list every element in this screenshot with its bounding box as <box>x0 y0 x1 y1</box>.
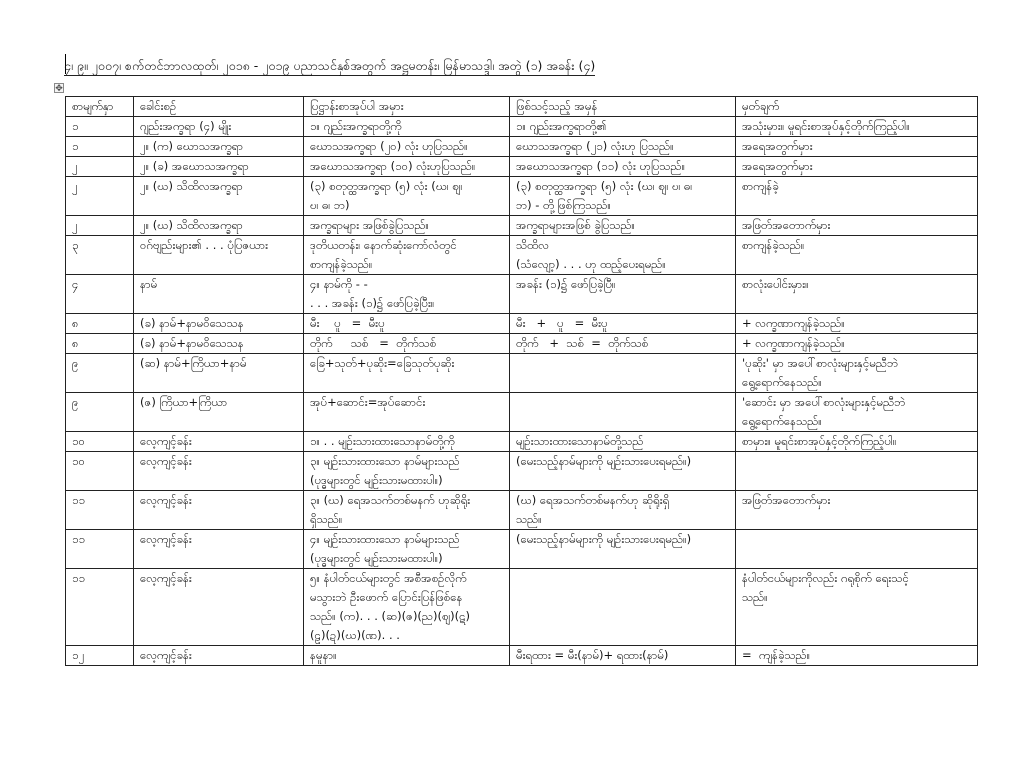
table-row <box>66 334 978 354</box>
cell-remark: စာလုံးပေါင်းမှား။ <box>736 275 978 314</box>
cell-error: ၁။ . . မျဉ်းသားထားသောနာမ်တို့ကို <box>304 432 510 452</box>
table-row <box>66 314 978 334</box>
cell-page: ၈ <box>66 314 134 334</box>
cell-heading: လေ့ကျင့်ခန်း <box>134 491 304 530</box>
cell-heading: (ဇ) ကြိယာ+ကြိယာ <box>134 393 304 432</box>
corrections-table <box>65 96 978 666</box>
cell-heading: လေ့ကျင့်ခန်း <box>134 530 304 569</box>
cell-heading: ၂။ (ဃ) သိထိလအက္ခရာ <box>134 216 304 236</box>
cell-heading: (ဆ) နာမ်+ကြိယာ+နာမ် <box>134 354 304 393</box>
cell-page: ၁ <box>66 137 134 157</box>
cell-heading: လေ့ကျင့်ခန်း <box>134 432 304 452</box>
table-row <box>66 354 978 393</box>
cell-heading: (ခ) နာမ်+နာမဝိသေသန <box>134 334 304 354</box>
header-remark: မှတ်ချက် <box>736 97 978 117</box>
cell-correction: မီးရထား = မီး(နာမ်)+ ရထား(နာမ်) <box>510 646 736 666</box>
cell-error: ဒုတိယတန်း၊ နောက်ဆုံးကော်လံတွင် စာကျန်ခဲ့သည်။ <box>304 236 510 275</box>
cell-correction: အဃောသအက္ခရာ (၁၁) လုံး ဟုပြသည်။ <box>510 157 736 177</box>
cell-error: ၅။ နံပါတ်ငယ်များတွင် အစီအစဉ်လိုက် မသွားဘဲ ဦးဖောက် ပြောင်းပြန်ဖြစ်နေ သည်။ (က). . . (ဆ)(ဇ)(ည)(ဈ)(ဋ) (ဠ)(ဍ)(ဃ)(ဏ). . . <box>304 569 510 646</box>
cell-error: ၄။ နာမ်ကို - - . . . အခန်း (၁)၌ ဖော်ပြခဲ့ပြီး။ <box>304 275 510 314</box>
cell-error: အုပ်+ဆောင်း=အုပ်ဆောင်း <box>304 393 510 432</box>
cell-remark: + လက္ခဏာကျန်ခဲ့သည်။ <box>736 334 978 354</box>
cell-page: ၁ <box>66 117 134 137</box>
cell-correction <box>510 569 736 646</box>
cell-correction: တိုက် + သစ် = တိုက်သစ် <box>510 334 736 354</box>
cell-heading: ၂။ (ခ) အဃောသအက္ခရာ <box>134 157 304 177</box>
cell-error: ၃။ (ဃ) ရေအသက်တစ်မနက် ဟုဆိုရိုး ရှိသည်။ <box>304 491 510 530</box>
cell-page: ၉ <box>66 393 134 432</box>
table-row <box>66 177 978 216</box>
cell-page: ၁၁ <box>66 530 134 569</box>
cell-heading: လေ့ကျင့်ခန်း <box>134 452 304 491</box>
cell-remark: စာကျန်ခဲ့ <box>736 177 978 216</box>
table-row <box>66 236 978 275</box>
table-row <box>66 117 978 137</box>
table-row <box>66 452 978 491</box>
cell-correction: မျဉ်းသားထားသောနာမ်တို့သည် <box>510 432 736 452</box>
cell-page: ၂ <box>66 177 134 216</box>
table-row <box>66 491 978 530</box>
cell-correction: ၁။ ဂျည်းအက္ခရာတို့၏ <box>510 117 736 137</box>
header-error: ပြဋ္ဌာန်းစာအုပ်ပါ အမှား <box>304 97 510 117</box>
cell-page: ၂ <box>66 216 134 236</box>
cell-heading: လေ့ကျင့်ခန်း <box>134 646 304 666</box>
table-row <box>66 530 978 569</box>
cell-remark: + လက္ခဏာကျန်ခဲ့သည်။ <box>736 314 978 334</box>
cell-page: ၉ <box>66 354 134 393</box>
cell-heading: ၂။ (က) ဃောသအက္ခရာ <box>134 137 304 157</box>
cell-remark: စာမှား။ မူရင်းစာအုပ်နှင့်တိုက်ကြည့်ပါ။ <box>736 432 978 452</box>
cell-remark: အရေအတွက်မှား <box>736 137 978 157</box>
table-row <box>66 216 978 236</box>
cell-remark: အဖြတ်အတောက်မှား <box>736 491 978 530</box>
cell-error: ၄။ မျဉ်းသားထားသော နာမ်များသည် (ပုဒ္ဓများတွင် မျဉ်းသားမထားပါ။) <box>304 530 510 569</box>
cell-heading: ဝဂ်ဗျည်းများ၏ . . . ပုံပြဇယား <box>134 236 304 275</box>
cell-correction: (၃) စတုတ္ထအက္ခရာ (၅) လုံး (ဃ၊ ဈ၊ ဎ၊ ဓ၊ ဘ) - တို့ဖြစ်ကြသည်။ <box>510 177 736 216</box>
table-move-handle-icon[interactable]: ✥ <box>55 84 63 94</box>
cell-correction <box>510 354 736 393</box>
cell-remark <box>736 452 978 491</box>
cell-page: ၁၀ <box>66 452 134 491</box>
cell-error: အဃောသအက္ခရာ (၁၀) လုံးဟုပြသည်။ <box>304 157 510 177</box>
cell-error: (၃) စတုတ္ထအက္ခရာ (၅) လုံး (ဃ၊ ဈ၊ ဎ၊ ဓ၊ ဘ) <box>304 177 510 216</box>
cell-remark: 'ပုဆိုး' မှာ အပေါ်စာလုံးများနှင့်မညီဘဲ ရွေ့ရောက်နေသည်။ <box>736 354 978 393</box>
cell-error: ဃောသအက္ခရာ (၂၀) လုံး ဟုပြသည်။ <box>304 137 510 157</box>
cell-error: နမူနာ။ <box>304 646 510 666</box>
table-row <box>66 275 978 314</box>
cell-remark: စာကျန်ခဲ့သည်။ <box>736 236 978 275</box>
cell-remark: နံပါတ်ငယ်များကိုလည်း ဂရုစိုက် ရေးသင့် သည်။ <box>736 569 978 646</box>
cell-remark <box>736 530 978 569</box>
cell-error: မီး ပူ = မီးပူ <box>304 314 510 334</box>
cell-page: ၈ <box>66 334 134 354</box>
table-row <box>66 137 978 157</box>
cell-remark: = ကျန်ခဲ့သည်။ <box>736 646 978 666</box>
cell-remark: အရေအတွက်မှား <box>736 157 978 177</box>
cell-error: ၁။ ဂျည်းအက္ခရာတို့ကို <box>304 117 510 137</box>
cell-correction: အခန်း (၁)၌ ဖော်ပြခဲ့ပြီ။ <box>510 275 736 314</box>
cell-page: ၄ <box>66 275 134 314</box>
cell-correction: (ဃ) ရေအသက်တစ်မနက်ဟု ဆိုရိုးရှိ သည်။ <box>510 491 736 530</box>
cell-page: ၂ <box>66 157 134 177</box>
table-row <box>66 432 978 452</box>
cell-error: တိုက် သစ် = တိုက်သစ် <box>304 334 510 354</box>
cell-page: ၁၁ <box>66 569 134 646</box>
header-page: စာမျက်နှာ <box>66 97 134 117</box>
table-row <box>66 393 978 432</box>
cell-page: ၃ <box>66 236 134 275</box>
cell-heading: ၂။ (ဃ) သိထိလအက္ခရာ <box>134 177 304 216</box>
cell-error: ၃။ မျဉ်းသားထားသော နာမ်များသည် (ပုဒ္ဓများတွင် မျဉ်းသားမထားပါ။) <box>304 452 510 491</box>
cell-correction: သိထိလ (သံလျော့) . . . ဟု ထည့်ပေးရမည်။ <box>510 236 736 275</box>
cell-heading: (ခ) နာမ်+နာမဝိသေသန <box>134 314 304 334</box>
cell-page: ၁၁ <box>66 491 134 530</box>
table-row <box>66 569 978 646</box>
cell-remark: 'ဆောင်း မှာ အပေါ်စာလုံးများနှင့်မညီဘဲ ရွေ့ရောက်နေသည်။ <box>736 393 978 432</box>
header-heading: ခေါင်းစဉ် <box>134 97 304 117</box>
cell-correction: အက္ခရာများအဖြစ် ခွဲပြသည်။ <box>510 216 736 236</box>
cell-page: ၁၂ <box>66 646 134 666</box>
cell-remark: အဖြတ်အတောက်မှား <box>736 216 978 236</box>
cell-correction <box>510 393 736 432</box>
cell-correction: (မေးသည့်နာမ်များကို မျဉ်းသားပေးရမည်။) <box>510 530 736 569</box>
cell-page: ၁၀ <box>66 432 134 452</box>
cell-correction: ဃောသအက္ခရာ (၂၁) လုံးဟု ပြသည်။ <box>510 137 736 157</box>
table-row <box>66 646 978 666</box>
cell-heading: ဂျည်းအက္ခရာ (၄) မျိုး <box>134 117 304 137</box>
cell-correction: (မေးသည့်နာမ်များကို မျဉ်းသားပေးရမည်။) <box>510 452 736 491</box>
document-title: ၄၊ ၉။ ၂၀၀၇၊ စက်တင်ဘာလထုတ်၊ ၂၀၁၈ - ၂၀၁၉ ပညာသင်နှစ်အတွက် အဋ္ဌမတန်း၊ မြန်မာသဒ္ဒါ၊ အတွဲ (၁) အခန်း (၄) <box>64 57 595 76</box>
cell-error: အက္ခရာများ အဖြစ်ခွဲပြသည်။ <box>304 216 510 236</box>
cell-error: ခြေ+သုတ်+ပုဆိုး=ခြေသုတ်ပုဆိုး <box>304 354 510 393</box>
cell-correction: မီး + ပူ = မီးပူ <box>510 314 736 334</box>
table-row <box>66 157 978 177</box>
table-header-row <box>66 97 978 117</box>
cell-heading: နာမ် <box>134 275 304 314</box>
cell-heading: လေ့ကျင့်ခန်း <box>134 569 304 646</box>
cell-remark: အသုံးမှား။ မူရင်းစာအုပ်နှင့်တိုက်ကြည့်ပါ။ <box>736 117 978 137</box>
header-correction: ဖြစ်သင့်သည့် အမှန် <box>510 97 736 117</box>
